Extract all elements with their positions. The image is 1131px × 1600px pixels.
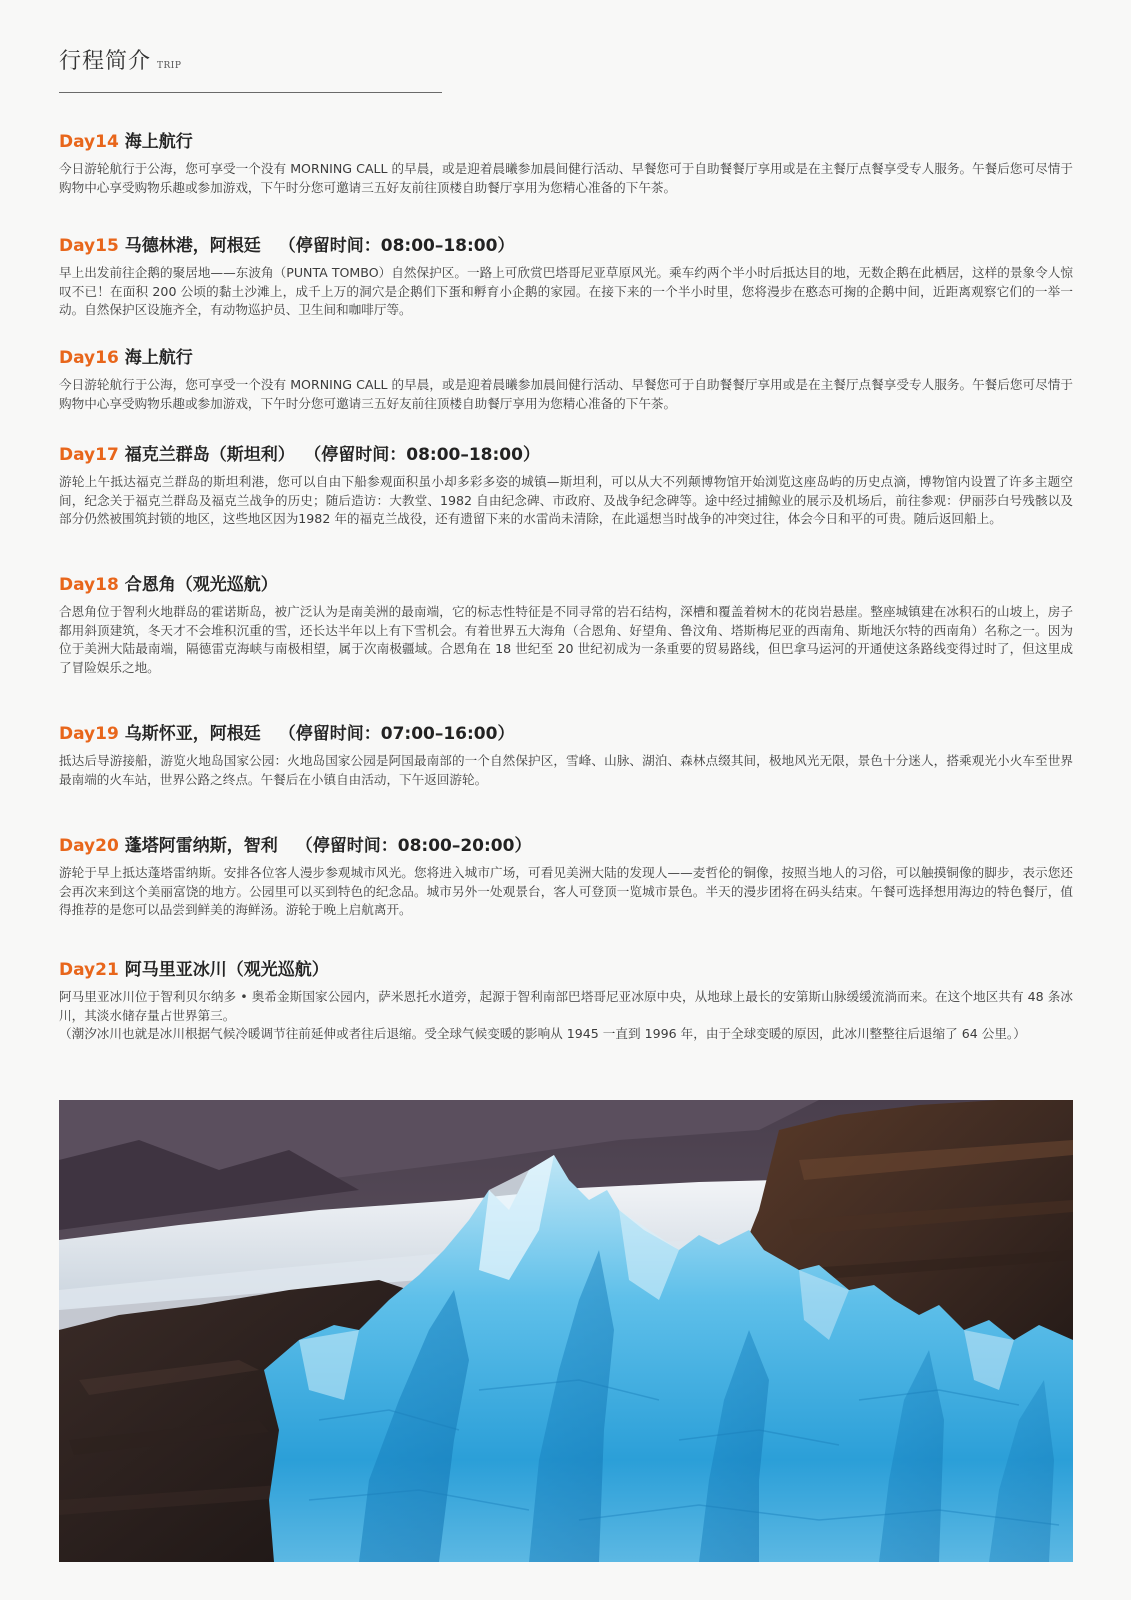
day-paragraph: 抵达后导游接船，游览火地岛国家公园：火地岛国家公园是阿国最南部的一个自然保护区，雪峰、山脉、湖泊、森林点缀其间，极地风光无限，景色十分迷人，搭乘观光小火车至世界最南端的火车站，世界公路之终点。午餐后在小镇自由活动，下午返回游轮。 bbox=[59, 753, 1073, 787]
day-heading bbox=[59, 722, 1073, 746]
day-number: Day16 bbox=[59, 348, 119, 368]
day-title-text: 马德林港，阿根廷 bbox=[124, 236, 261, 256]
day-stay-time: （停留时间：07:00–16:00） bbox=[278, 724, 515, 744]
day-paragraph-note: （潮汐冰川也就是冰川根据气候冷暖调节往前延伸或者往后退缩。受全球气候变暖的影响从 1945 一直到 1996 年，由于全球变暖的原因，此冰川整整往后退缩了 64 公里。） bbox=[59, 1026, 1026, 1042]
day-title-text: 蓬塔阿雷纳斯，智利 bbox=[124, 836, 278, 856]
day-heading bbox=[59, 346, 1073, 370]
day-title-text: 海上航行 bbox=[124, 348, 193, 368]
day-section-21 bbox=[59, 958, 1073, 1044]
day-number: Day17 bbox=[59, 445, 119, 465]
day-section-18 bbox=[59, 573, 1073, 677]
day-stay-time: （停留时间：08:00–18:00） bbox=[278, 236, 515, 256]
day-section-19 bbox=[59, 722, 1073, 789]
day-heading bbox=[59, 573, 1073, 597]
day-paragraph: 合恩角位于智利火地群岛的霍诺斯岛，被广泛认为是南美洲的最南端，它的标志性特征是不同寻常的岩石结构，深槽和覆盖着树木的花岗岩悬崖。整座城镇建在冰积石的山坡上，房子都用斜顶建筑，冬天才不会堆积沉重的雪，还长达半年以上有下雪机会。有着世界五大海角（合恩角、好望角、鲁汶角、塔斯梅尼亚的西南角、斯地沃尔特的西南角）名称之一。因为位于美洲大陆最南端，隔德雷克海峡与南极相望，属于次南极疆域。合恩角在 18 世纪至 20 世纪初成为一条重要的贸易路线，但巴拿马运河的开通使这条路线变得过时了，但这里成了冒险娱乐之地。 bbox=[59, 604, 1073, 675]
day-number: Day18 bbox=[59, 575, 119, 595]
day-section-20 bbox=[59, 834, 1073, 920]
day-description bbox=[59, 376, 1073, 413]
day-title-text: 阿马里亚冰川（观光巡航） bbox=[124, 960, 329, 980]
page-title-en: TRIP bbox=[157, 61, 182, 71]
day-description bbox=[59, 264, 1073, 320]
day-section-15 bbox=[59, 234, 1073, 320]
day-title-text: 乌斯怀亚，阿根廷 bbox=[124, 724, 261, 744]
day-stay-time: （停留时间：08:00–18:00） bbox=[312, 445, 540, 465]
day-title-text: 海上航行 bbox=[124, 132, 193, 152]
header-divider bbox=[59, 92, 442, 93]
day-heading bbox=[59, 234, 1073, 258]
glacier-photo bbox=[59, 1100, 1073, 1562]
day-number: Day15 bbox=[59, 236, 119, 256]
day-number: Day20 bbox=[59, 836, 119, 856]
day-description bbox=[59, 988, 1073, 1044]
day-heading bbox=[59, 130, 1073, 154]
day-paragraph: 阿马里亚冰川位于智利贝尔纳多 • 奥希金斯国家公园内，萨米恩托水道旁，起源于智利南部巴塔哥尼亚冰原中央，从地球上最长的安第斯山脉缓缓流淌而来。在这个地区共有 48 条冰川，其淡水储存量占世界第三。 bbox=[59, 989, 1073, 1023]
day-title-text: 合恩角（观光巡航） bbox=[124, 575, 278, 595]
day-description bbox=[59, 160, 1073, 197]
day-description bbox=[59, 603, 1073, 677]
day-number: Day21 bbox=[59, 960, 119, 980]
day-heading bbox=[59, 443, 1073, 467]
day-description bbox=[59, 752, 1073, 789]
day-paragraph: 今日游轮航行于公海，您可享受一个没有 MORNING CALL 的早晨，或是迎着晨曦参加晨间健行活动、早餐您可于自助餐餐厅享用或是在主餐厅点餐享受专人服务。午餐后您可尽情于购物中心享受购物乐趣或参加游戏，下午时分您可邀请三五好友前往顶楼自助餐厅享用为您精心准备的下午茶。 bbox=[59, 161, 1073, 195]
day-heading bbox=[59, 834, 1073, 858]
day-paragraph: 游轮于早上抵达蓬塔雷纳斯。安排各位客人漫步参观城市风光。您将进入城市广场，可看见美洲大陆的发现人——麦哲伦的铜像，按照当地人的习俗，可以触摸铜像的脚步，表示您还会再次来到这个美丽富饶的地方。公园里可以买到特色的纪念品。城市另外一处观景台，客人可登顶一览城市景色。半天的漫步团将在码头结束。午餐可选择想用海边的特色餐厅，值得推荐的是您可以品尝到鲜美的海鲜汤。游轮于晚上启航离开。 bbox=[59, 865, 1073, 918]
day-description bbox=[59, 473, 1073, 529]
day-heading bbox=[59, 958, 1073, 982]
day-section-16 bbox=[59, 346, 1073, 413]
day-paragraph: 游轮上午抵达福克兰群岛的斯坦利港，您可以自由下船参观面积虽小却多彩多姿的城镇—斯坦利，可以从大不列颠博物馆开始浏览这座岛屿的历史点滴，博物馆内设置了许多主题空间，纪念关于福克兰群岛及福克兰战争的历史；随后造访：大教堂、1982 自由纪念碑、市政府、及战争纪念碑等。途中经过捕鲸业的展示及机场后，前往参观：伊丽莎白号残骸以及部分仍然被围筑封锁的地区，这些地区因为1982 年的福克兰战役，还有遗留下来的水雷尚未清除，在此遥想当时战争的冲突过往，体会今日和平的可贵。随后返回船上。 bbox=[59, 474, 1073, 527]
day-number: Day14 bbox=[59, 132, 119, 152]
day-stay-time: （停留时间：08:00–20:00） bbox=[295, 836, 532, 856]
page-header bbox=[59, 48, 443, 93]
day-section-14 bbox=[59, 130, 1073, 197]
day-number: Day19 bbox=[59, 724, 119, 744]
page-title bbox=[59, 48, 443, 80]
day-paragraph: 早上出发前往企鹅的聚居地——东波角（PUNTA TOMBO）自然保护区。一路上可欣赏巴塔哥尼亚草原风光。乘车约两个半小时后抵达目的地，无数企鹅在此栖居，这样的景象令人惊叹不已！在面积 200 公顷的黏土沙滩上，成千上万的洞穴是企鹅们下蛋和孵育小企鹅的家园。在接下来的一个半小时里，您将漫步在憨态可掬的企鹅中间，近距离观察它们的一举一动。自然保护区设施齐全，有动物巡护员、卫生间和咖啡厅等。 bbox=[59, 265, 1073, 318]
day-section-17 bbox=[59, 443, 1073, 529]
day-description bbox=[59, 864, 1073, 920]
day-title-text: 福克兰群岛（斯坦利） bbox=[124, 445, 295, 465]
glacier-illustration bbox=[59, 1100, 1073, 1562]
day-paragraph: 今日游轮航行于公海，您可享受一个没有 MORNING CALL 的早晨，或是迎着晨曦参加晨间健行活动、早餐您可于自助餐餐厅享用或是在主餐厅点餐享受专人服务。午餐后您可尽情于购物中心享受购物乐趣或参加游戏，下午时分您可邀请三五好友前往顶楼自助餐厅享用为您精心准备的下午茶。 bbox=[59, 377, 1073, 411]
page-title-zh: 行程简介 bbox=[59, 49, 152, 74]
